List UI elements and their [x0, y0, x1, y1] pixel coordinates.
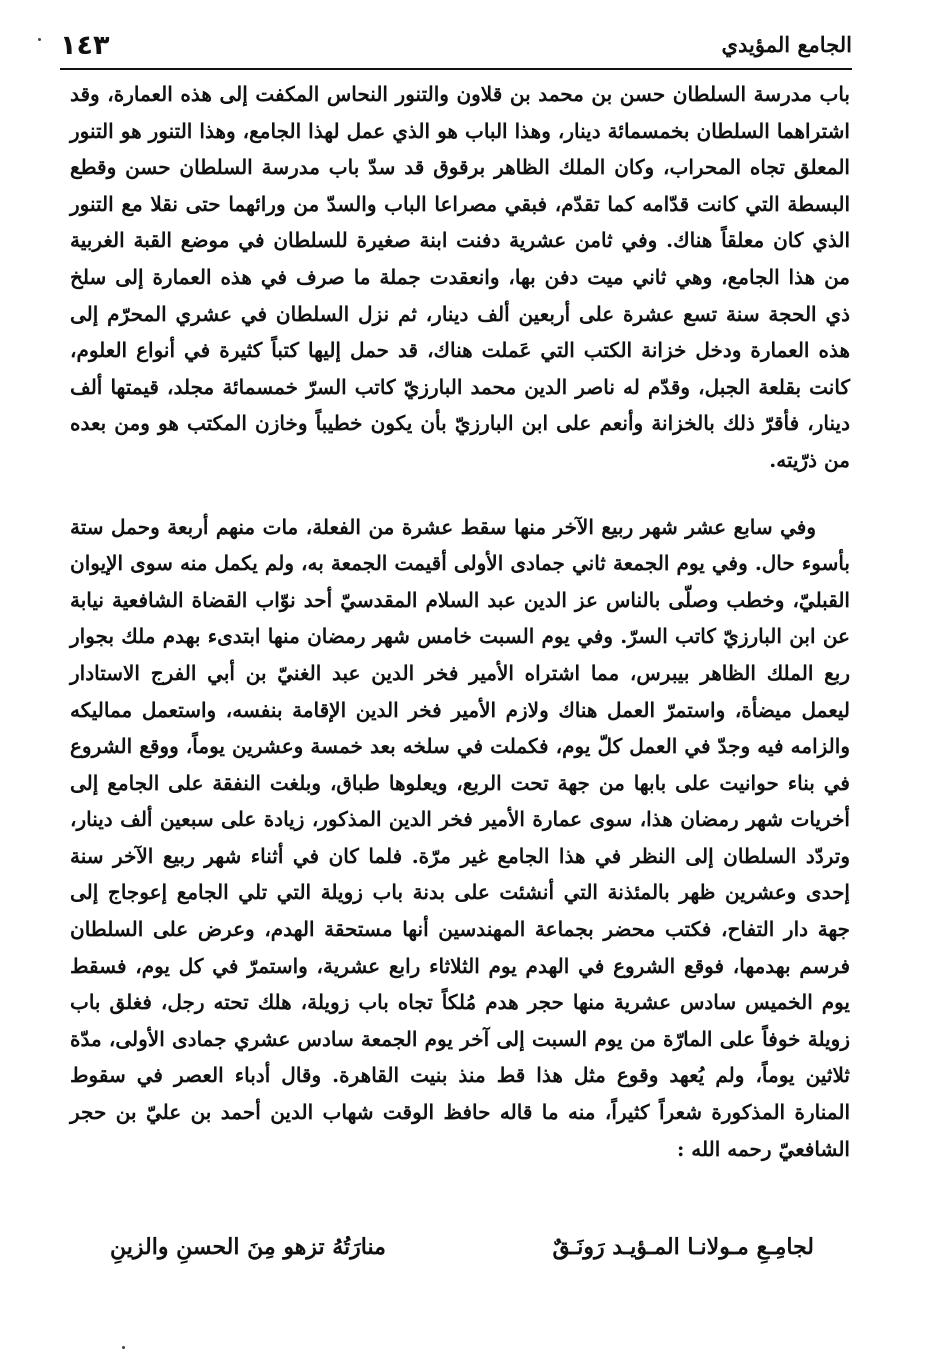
page-number: ١٤٣	[60, 30, 110, 61]
paragraph-2: وفي سابع عشر شهر ربيع الآخر منها سقط عشرة من الفعلة، مات منهم أربعة وحمل ستة بأسوء حال. وفي يوم الجمعة ثاني جمادى الأولى أقيمت الجمعة به، ولم يكمل منه سوى الإيوان القبليّ، وخطب وصلّى بالناس عز الدين عبد السلام المقدسيّ أحد نوّاب القضاة الشافعية نيابة عن ابن البارزيّ كاتب السرّ. وفي يوم السبت خامس شهر رمضان منها ابتدىء بهدم ملك بجوار ربع الملك الظاهر بيبرس، مما اشتراه الأمير فخر الدين عبد الغنيّ بن أبي الفرج الاستادار ليعمل ميضأة، واستمرّ العمل هناك ولازم الأمير فخر الدين الإقامة بنفسه، واستعمل مماليكه والزامه فيه وجدّ في العمل كلّ يوم، فكملت في سلخه بعد خمسة وعشرين يوماً، ووقع الشروع في بناء حوانيت على بابها من جهة تحت الربع، ويعلوها طباق، وبلغت النفقة على الجامع إلى أخريات شهر رمضان هذا، سوى عمارة الأمير فخر الدين المذكور، زيادة على سبعين ألف دينار، وتردّد السلطان إلى النظر في هذا الجامع غير مرّة. فلما كان في أثناء شهر ربيع الآخر سنة إحدى وعشرين ظهر بالمئذنة التي أنشئت على بدنة باب زويلة التي تلي الجامع إعوجاج إلى جهة دار التفاح، فكتب محضر بجماعة المهندسين أنها مستحقة الهدم، وعرض على السلطان فرسم بهدمها، فوقع الشروع في الهدم يوم الثلاثاء رابع عشرية، واستمرّ في كل يوم، فسقط يوم الخميس سادس عشرية منها حجر هدم مُلكاً تجاه باب زويلة، هلك تحته رجل، فغلق باب زويلة خوفاً على المارّة من يوم السبت إلى آخر يوم الجمعة سادس عشري جمادى الأولى، مدّة ثلاثين يوماً، ولم يُعهد وقوع مثل هذا قط منذ بنيت القاهرة. وقال أدباء العصر في سقوط المنارة المذكورة شعراً كثيراً، منه ما قاله حافظ الوقت شهاب الدين أحمد بن عليّ بن حجر الشافعيّ رحمه الله :	[70, 514, 850, 1161]
header-rule	[60, 68, 852, 70]
verse-second-hemistich: منارَتُهُ تزهو مِنَ الحسنِ والزينِ	[110, 1234, 386, 1260]
paragraph-1: باب مدرسة السلطان حسن بن محمد بن قلاون والتنور النحاس المكفت إلى هذه العمارة، وقد اشتراهما السلطان بخمسمائة دينار، وهذا الباب هو الذي عمل لهذا الجامع، وهذا التنور هو التنور المعلق تجاه المحراب، وكان الملك الظاهر برقوق قد سدّ باب مدرسة السلطان حسن وقطع البسطة التي كانت قدّامه كما تقدّم، فبقي مصراعا الباب والسدّ من ورائهما حتى نقلا مع التنور الذي كان معلقاً هناك. وفي ثامن عشرية دفنت ابنة صغيرة للسلطان في موضع القبة الغربية من هذا الجامع، وهي ثاني ميت دفن بها، وانعقدت جملة ما صرف في هذه العمارة إلى سلخ ذي الحجة سنة تسع عشرة على أربعين ألف دينار، ثم نزل السلطان في عشري المحرّم إلى هذه العمارة ودخل خزانة الكتب التي عَملت هناك، قد حمل إليها كتباً كثيرة في أنواع العلوم، كانت بقلعة الجبل، وقدّم له ناصر الدين محمد البارزيّ كاتب السرّ خمسمائة مجلد، قيمتها ألف دينار، فأقرّ ذلك بالخزانة وأنعم على ابن البارزيّ بأن يكون خطيباً وخازن المكتب هو ومن بعده من ذرّيته.	[70, 82, 851, 472]
poem-verse	[110, 1226, 814, 1272]
page-header	[60, 28, 852, 68]
scan-speck	[122, 1346, 125, 1349]
verse-first-hemistich: لجامِـعِ مـولانـا المـؤيـد رَونَـقٌ	[552, 1234, 814, 1260]
main-text	[70, 76, 850, 1167]
running-title: الجامع المؤيدي	[721, 32, 852, 57]
scan-speck	[38, 38, 41, 41]
